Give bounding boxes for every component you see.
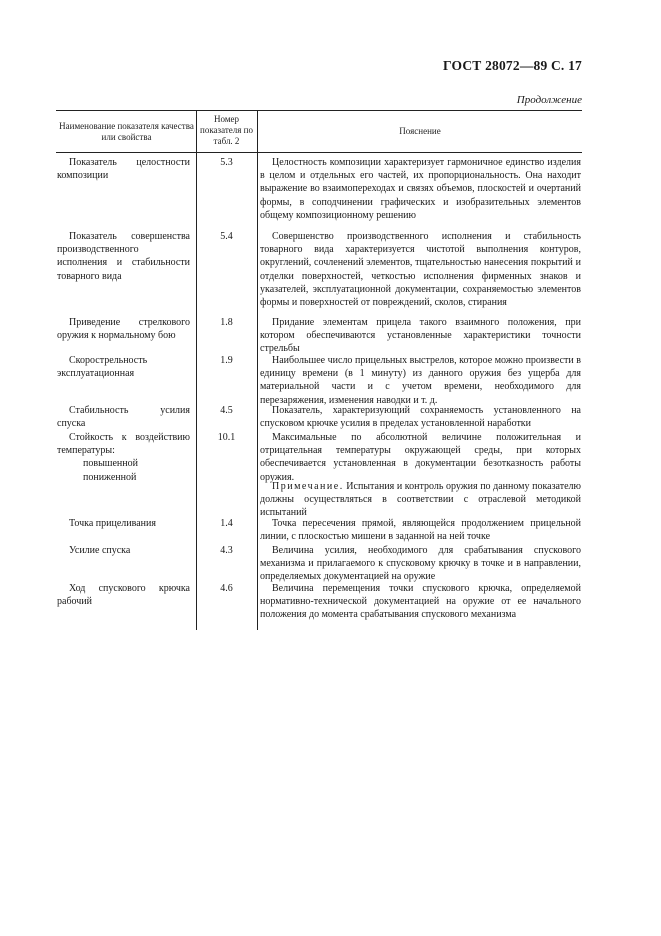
- row-1-name: Показатель целостности композиции: [57, 157, 190, 182]
- row-7-number: 1.4: [220, 518, 233, 529]
- column-header-number: Номер показателя по табл. 2: [200, 114, 253, 146]
- row-6-explanation: Максимальные по абсолютной величине положительная и отрицательная температуры окружающей среды, при которых обеспечивается установленная в документации безотказность работы оружия.: [260, 432, 581, 483]
- row-6-number: 10.1: [217, 432, 236, 443]
- row-6-sub-item-2: пониженной: [83, 471, 137, 483]
- column-divider-1: [196, 110, 197, 630]
- row-2-number: 5.4: [220, 231, 233, 242]
- row-9-number: 4.6: [220, 583, 233, 594]
- row-6-note-text: Испытания и контроль оружия по данному показателю должны осуществляться в соответствии с отраслевой методикой испытаний: [260, 481, 581, 519]
- row-4-name: Скорострельность эксплуатационная: [57, 355, 148, 380]
- row-1-explanation: Целостность композиции характеризует гармоничное единство изделия в целом и отдельных его частей, их пропорциональность. Она находит выражение во взаимопереходах и связях объемов, плоскостей и очертаний формы, в соподчинении графических и изобразительных элементов общему композиционному решению: [260, 157, 581, 221]
- row-6-sub-item-1: повышенной: [83, 458, 138, 470]
- row-5-explanation: Показатель, характеризующий сохраняемость установленного на спусковом крючке усилия в пределах установленной наработки: [260, 405, 581, 430]
- table-header-rule: [56, 152, 582, 153]
- row-9-name: Ход спускового крючка рабочий: [57, 583, 190, 608]
- row-5-number: 4.5: [220, 405, 233, 416]
- row-4-number: 1.9: [220, 355, 233, 366]
- row-3-name: Приведение стрелкового оружия к нормальному бою: [57, 317, 190, 342]
- row-7-explanation: Точка пересечения прямой, являющейся продолжением прицельной линии, с плоскостью мишени в заданной на ней точке: [260, 518, 581, 543]
- row-7-name: Точка прицеливания: [69, 518, 156, 529]
- row-2-explanation: Совершенство производственного исполнения и стабильность товарного вида характеризуется чистотой выполнения контуров, округлений, сочленений элементов, тщательностью нанесения покрытий и отделки поверхностей, четкостью исполнения фирменных знаков и указателей, эксплуатационной документации, сохраняемостью элементов формы и поверхностей от повреждений, сколов, стирания: [260, 231, 581, 309]
- row-3-number: 1.8: [220, 317, 233, 328]
- row-1-number: 5.3: [220, 157, 233, 168]
- row-5-name: Стабильность усилия спуска: [57, 405, 190, 430]
- table-top-rule: [56, 110, 582, 111]
- column-divider-2: [257, 110, 258, 630]
- row-9-explanation: Величина перемещения точки спускового крючка, определяемой нормативно-технической документацией на оружие от ее начального положения до момента срабатывания спускового механизма: [260, 583, 581, 621]
- row-6-name: [57, 431, 190, 484]
- row-6-name-text: Стойкость к воздействию температуры:: [57, 432, 190, 457]
- column-header-name: Наименование показателя качества или свойства: [59, 121, 194, 142]
- page-header: ГОСТ 28072—89 С. 17: [443, 58, 582, 73]
- row-6-note-label: Примечание.: [272, 481, 344, 492]
- row-2-name: Показатель совершенства производственного исполнения и стабильности товарного вида: [57, 231, 190, 282]
- row-8-explanation: Величина усилия, необходимого для срабатывания спускового механизма и прилагаемого к спусковому крючку в точке и в направлении, определяемых документацией на оружие: [260, 545, 581, 583]
- continuation-label: Продолжение: [516, 94, 582, 106]
- row-3-explanation: Придание элементам прицела такого взаимного положения, при котором обеспечиваются установленные характеристики точности стрельбы: [260, 317, 581, 355]
- row-6-note: [260, 480, 581, 520]
- column-header-explanation: Пояснение: [399, 126, 441, 136]
- row-8-number: 4.3: [220, 545, 233, 556]
- row-4-explanation: Наибольшее число прицельных выстрелов, которое можно произвести в единицу времени (в 1 минуту) из данного оружия без ущерба для материальной части и с учетом времени, необходимого для перезаряжения, изменения наводки и т. д.: [260, 355, 581, 406]
- row-8-name: Усилие спуска: [69, 545, 131, 556]
